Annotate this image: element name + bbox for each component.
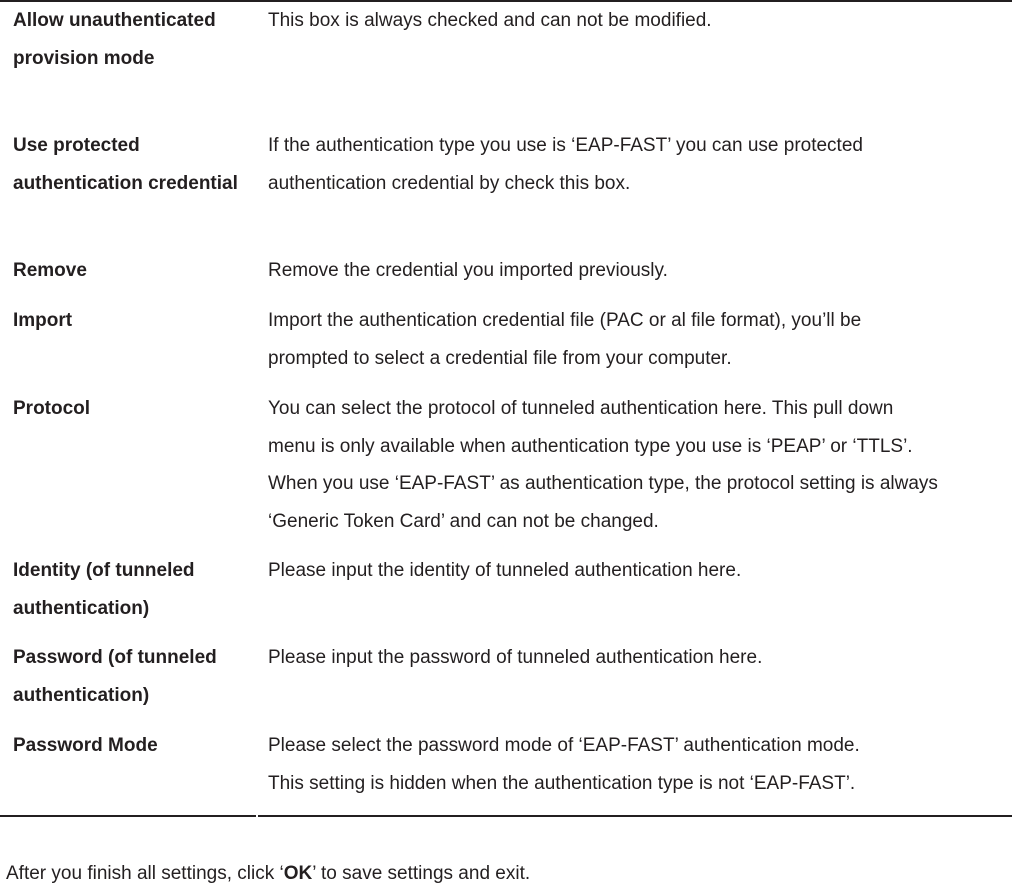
setting-name: Remove: [13, 260, 87, 281]
setting-description: [268, 552, 1008, 590]
table-bottom-rule: [0, 815, 1012, 817]
footer-text-before: After you finish all settings, click ‘: [6, 863, 284, 884]
description-line: You can select the protocol of tunneled authentication here. This pull down: [268, 398, 894, 419]
description-line: Remove the credential you imported previously.: [268, 260, 668, 281]
setting-description: [268, 127, 1008, 202]
setting-name: Allow unauthenticated provision mode: [13, 10, 216, 69]
description-line: Import the authentication credential file (PAC or al file format), you’ll be: [268, 310, 862, 331]
setting-name: Password (of tunneled authentication): [13, 647, 217, 706]
description-line: Please select the password mode of ‘EAP-FAST’ authentication mode.: [268, 735, 860, 756]
description-line: authentication credential by check this box.: [268, 172, 631, 194]
description-line: Please input the identity of tunneled authentication here.: [268, 560, 742, 581]
footer-text-after: ’ to save settings and exit.: [312, 863, 531, 884]
setting-description: [268, 639, 1008, 677]
description-line: If the authentication type you use is ‘EAP-FAST’ you can use protected: [268, 135, 863, 156]
description-line: ‘Generic Token Card’ and can not be changed.: [268, 510, 659, 532]
setting-description: [268, 2, 1008, 40]
setting-description: [268, 390, 1008, 540]
description-line: This box is always checked and can not be modified.: [268, 10, 712, 31]
setting-name: Identity (of tunneled authentication): [13, 560, 195, 619]
setting-name: Protocol: [13, 398, 91, 419]
setting-description: [268, 302, 1008, 377]
setting-description: [268, 727, 1008, 802]
rule-gap: [256, 815, 258, 817]
description-line: prompted to select a credential file from your computer.: [268, 347, 732, 369]
description-line: This setting is hidden when the authentication type is not ‘EAP-FAST’.: [268, 772, 856, 794]
description-line: menu is only available when authentication type you use is ‘PEAP’ or ‘TTLS’.: [268, 435, 913, 457]
footer-instruction: [6, 855, 530, 893]
description-line: Please input the password of tunneled authentication here.: [268, 647, 763, 668]
description-line: When you use ‘EAP-FAST’ as authentication type, the protocol setting is always: [268, 473, 938, 494]
setting-description: [268, 252, 1008, 290]
setting-name: Import: [13, 310, 73, 331]
ok-button-reference: OK: [283, 863, 313, 884]
setting-name: Password Mode: [13, 735, 158, 756]
setting-name: Use protected authentication credential: [13, 135, 238, 194]
